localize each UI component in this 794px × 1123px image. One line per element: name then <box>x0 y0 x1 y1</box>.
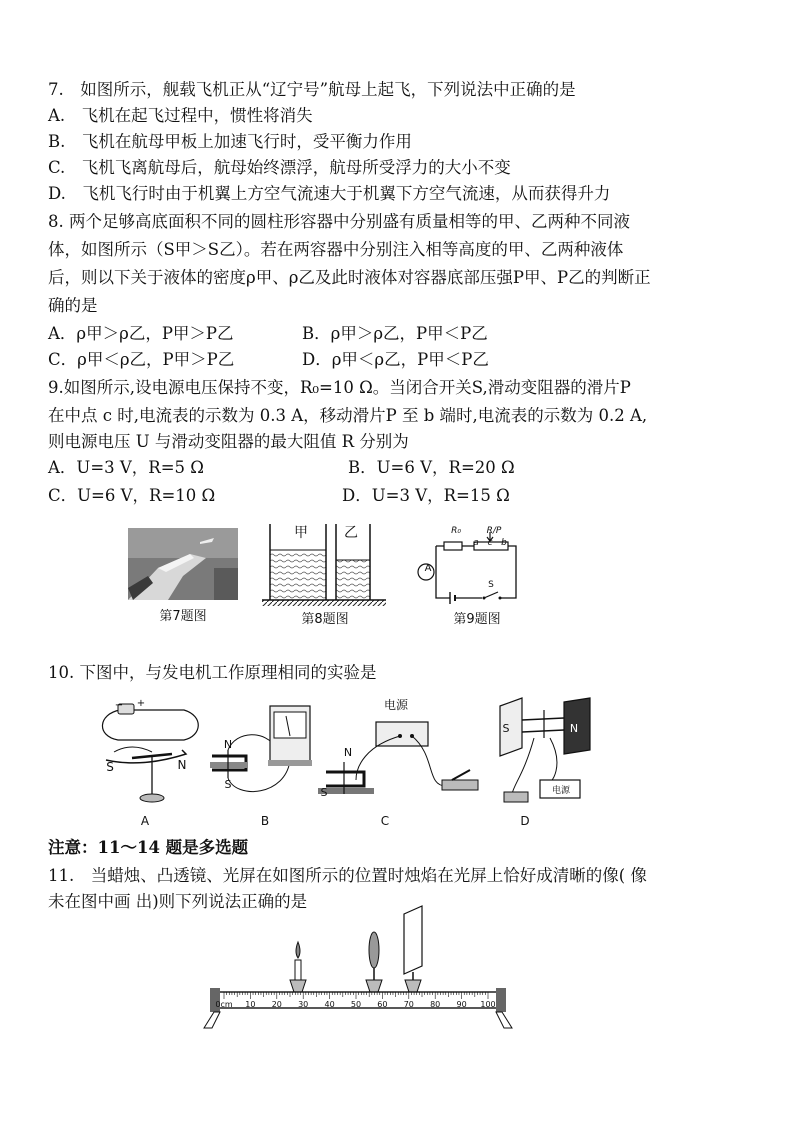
fig9-c-label: c <box>487 538 493 548</box>
q9-option-a: A．U=3 V，R=5 Ω <box>48 458 204 477</box>
q10-b-n-label: N <box>223 738 233 751</box>
q9-stem-line-2: 在中点 c 时,电流表的示数为 0.3 A，移动滑片P 至 b 端时,电流表的示数为 0.2 A, <box>48 406 648 425</box>
q10-a-minus: − <box>114 700 124 711</box>
fig7-caption: 第7题图 <box>159 609 207 624</box>
q7-option-a: A. 飞机在起飞过程中，惯性将消失 <box>48 106 313 125</box>
ruler-label: 80 <box>430 1000 441 1009</box>
q10-c-n-label: N <box>343 746 353 759</box>
ruler-label: 20 <box>271 1000 282 1009</box>
q9-option-b: B．U=6 V，R=20 Ω <box>348 458 515 477</box>
q10-c-s-label: S <box>320 786 328 799</box>
q11-stem-line-1: 11. 当蜡烛、凸透镜、光屏在如图所示的位置时烛焰在光屏上恰好成清晰的像( 像 <box>48 866 647 885</box>
ruler-label: 90 <box>456 1000 467 1009</box>
q10-a-s-label: S <box>106 760 114 774</box>
q10-c-power-label: 电源 <box>383 698 408 712</box>
ruler-label: 60 <box>377 1000 388 1009</box>
candle-flame-icon <box>296 942 300 958</box>
resistor-r0 <box>444 542 462 550</box>
q10-label-c: C <box>380 814 390 828</box>
fig8-containers <box>262 522 392 608</box>
fig9-r0-label: R₀ <box>451 526 461 536</box>
q10-label-b: B <box>260 814 270 828</box>
ruler-label: 10 <box>245 1000 256 1009</box>
fig9-ammeter-label: A <box>424 563 432 574</box>
fig9-caption: 第9题图 <box>453 612 501 627</box>
light-screen <box>404 906 422 974</box>
fig9-a-label: a <box>473 538 479 548</box>
ruler-label: 30 <box>298 1000 309 1009</box>
q7-option-d: D. 飞机飞行时由于机翼上方空气流速大于机翼下方空气流速，从而获得升力 <box>48 184 611 203</box>
q10-stem: 10. 下图中，与发电机工作原理相同的实验是 <box>48 663 377 682</box>
q10-b-s-label: S <box>224 778 232 791</box>
ruler-label: 40 <box>324 1000 335 1009</box>
knife-switch-icon <box>442 780 478 790</box>
q9-option-d: D．U=3 V，R=15 Ω <box>342 486 510 505</box>
q8-option-b: B．ρ甲＞ρ乙，P甲＜P乙 <box>302 324 488 343</box>
q9-stem-line-3: 则电源电压 U 与滑动变阻器的最大阻值 R 分别为 <box>48 432 409 451</box>
q11-stem-line-2: 未在图中画 出)则下列说法正确的是 <box>48 892 308 911</box>
q10-fig-b <box>206 700 322 810</box>
q7-option-b: B. 飞机在航母甲板上加速飞行时，受平衡力作用 <box>48 132 412 151</box>
q8-stem-line-1: 8. 两个足够高底面积不同的圆柱形容器中分别盛有质量相等的甲、乙两种不同液 <box>48 212 630 231</box>
fig7-carrier-photo <box>128 528 238 600</box>
q10-label-a: A <box>140 814 150 828</box>
ruler-label: 50 <box>350 1000 362 1009</box>
q11-optical-bench <box>200 900 520 1036</box>
q10-label-d: D <box>520 814 530 828</box>
fig9-b-label: b <box>501 538 507 548</box>
q10-d-power-label: 电源 <box>551 786 570 796</box>
q8-stem-line-3: 后，则以下关于液体的密度ρ甲、ρ乙及此时液体对容器底部压强P甲、P乙的判断正 <box>48 268 651 287</box>
q10-a-plus: + <box>136 698 146 709</box>
multi-select-notice: 注意：11～14 题是多选题 <box>48 838 249 857</box>
ruler-label: 100 <box>480 1000 496 1009</box>
q10-fig-a <box>92 696 208 812</box>
ruler-label: 0cm <box>215 1000 233 1009</box>
q7-stem: 7. 如图所示，舰载飞机正从“辽宁号”航母上起飞，下列说法中正确的是 <box>48 80 576 99</box>
q8-option-c: C．ρ甲＜ρ乙，P甲＞P乙 <box>48 350 235 369</box>
q8-stem-line-4: 确的是 <box>48 296 98 315</box>
q8-stem-line-2: 体，如图所示（S甲＞S乙）。若在两容器中分别注入相等高度的甲、乙两种液体 <box>48 240 624 259</box>
fig8-label-yi: 乙 <box>344 525 358 541</box>
fig8-label-jia: 甲 <box>294 525 308 541</box>
convex-lens-icon <box>369 932 379 968</box>
fig8-caption: 第8题图 <box>301 612 349 627</box>
q10-a-n-label: N <box>177 758 187 772</box>
ruler-label: 70 <box>403 1000 414 1009</box>
q10-d-n-label: N <box>569 722 579 735</box>
q8-option-a: A．ρ甲＞ρ乙，P甲＞P乙 <box>48 324 234 343</box>
fig9-s-label: S <box>488 580 494 590</box>
q7-option-c: C. 飞机飞离航母后，航母始终漂浮，航母所受浮力的大小不变 <box>48 158 511 177</box>
q8-option-d: D．ρ甲＜ρ乙，P甲＜P乙 <box>302 350 489 369</box>
q9-option-c: C．U=6 V，R=10 Ω <box>48 486 216 505</box>
q10-d-s-label: S <box>502 722 510 735</box>
fig9-rp-label: R/P <box>486 526 502 536</box>
q9-stem-line-1: 9.如图所示,设电源电压保持不变，R₀=10 Ω。当闭合开关S,滑动变阻器的滑片P <box>48 378 631 397</box>
